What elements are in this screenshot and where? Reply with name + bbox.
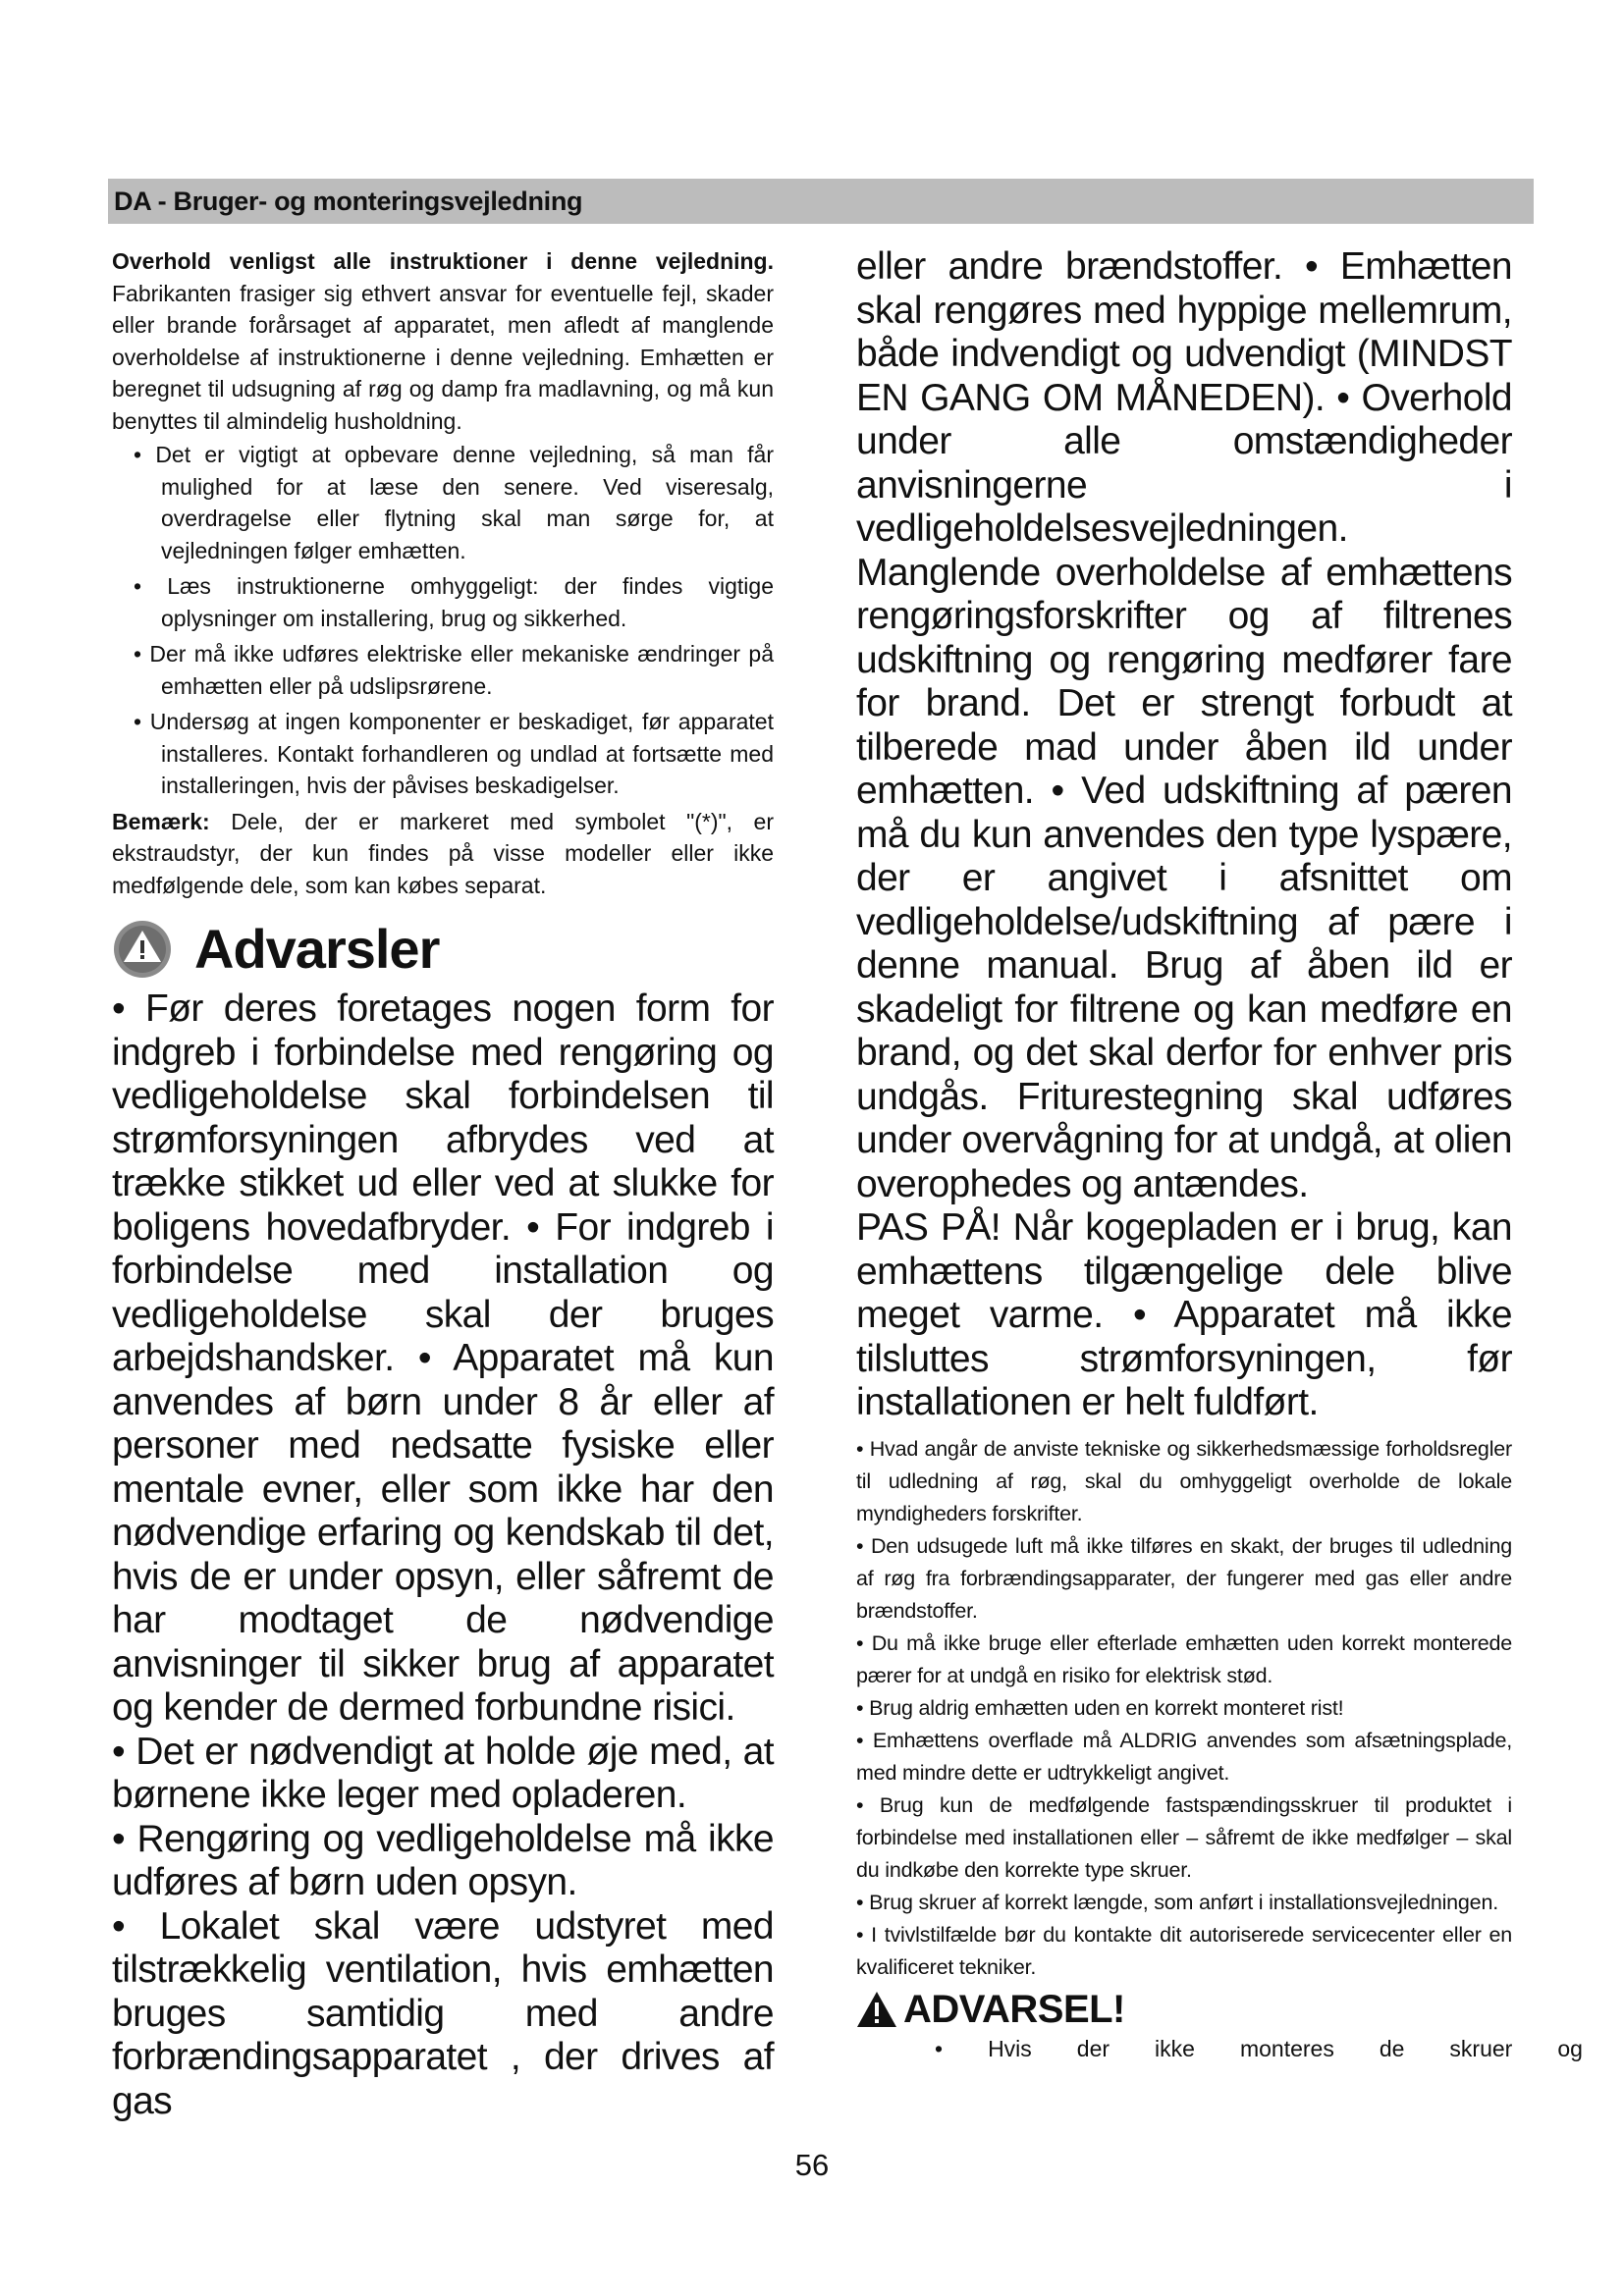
section-header-title: DA - Bruger- og monteringsvejledning: [114, 187, 583, 216]
word: ikke: [1155, 2035, 1195, 2061]
right-paragraph: PAS PÅ! Når kogepladen er i brug, kan emhættens tilgængelige dele blive meget varme. • Apparatet må ikke tilsluttes strømforsyningen, før installationen er helt fuldført.: [856, 1206, 1512, 1423]
right-small-text: [856, 1433, 1512, 1984]
list-item: • Det er vigtigt at opbevare denne vejledning, så man får mulighed for at læse den senere. Ved viseresalg, overdragelse eller flytning skal man sørge for, at vejledningen følger emhætten.: [134, 442, 774, 563]
small-paragraph: • Den udsugede luft må ikke tilføres en skakt, der bruges til udledning af røg fra forbrændingsapparater, der fungerer med gas eller andre brændstoffer.: [856, 1533, 1512, 1623]
note-paragraph: [112, 806, 774, 902]
word: og: [1557, 2035, 1583, 2061]
right-paragraph: Manglende overholdelse af emhættens rengøringsforskrifter og af filtrenes udskiftning og rengøring medfører fare for brand. Det er strengt forbudt at tilberede mad under åben ild under emhætten. • Ved udskiftning af pæren må du kun anvendes den type lyspære, der er angivet i afsnittet om vedligeholdelse/udskiftning af pære i denne manual. Brug af åben ild er skadeligt for filtrene og kan medføre en brand, og det skal derfor for enhver pris undgås. Friturestegning skal udføres under overvågning for at undgå, at olien overophedes og antændes.: [856, 551, 1512, 1205]
warning-triangle-icon: [856, 1991, 897, 2028]
left-column: [112, 245, 774, 2123]
intro-bold-line: Overhold venligst alle instruktioner i denne vejledning.: [112, 248, 774, 274]
intro-text: [112, 245, 774, 437]
right-paragraph: eller andre brændstoffer. • Emhætten skal rengøres med hyppige mellemrum, både indvendigt og udvendigt (MINDST EN GANG OM MÅNEDEN). • Overhold under alle omstændigheder anvisningerne i vedligeholdelsesvejledningen.: [856, 245, 1512, 550]
warning-paragraph: • Før deres foretages nogen form for indgreb i forbindelse med rengøring og vedligeholdelse skal forbindelsen til strømforsyningen afbrydes ved at trække stikket ud eller ved at slukke for boligens hovedafbryder. • For indgreb i forbindelse med installation og vedligeholdelse skal der bruges arbejdshandsker. • Apparatet må kun anvendes af børn under 8 år eller af personer med nedsatte fysiske eller mentale evner, eller som ikke har den nødvendige erfaring og kendskab til det, hvis de er under opsyn, eller såfremt de har modtaget de nødvendige anvisninger til sikker brug af apparatet og kender de dermed forbundne risici.: [112, 988, 774, 1729]
word: Hvis: [988, 2035, 1032, 2061]
advarsel-heading: [856, 1988, 1512, 2032]
advarsel-label: ADVARSEL!: [903, 1987, 1125, 2031]
warnings-heading: [112, 919, 774, 980]
list-item: • Der må ikke udføres elektriske eller mekaniske ændringer på emhætten eller på udslipsrørene.: [134, 641, 774, 699]
warning-paragraph: • Rengøring og vedligeholdelse må ikke udføres af børn uden opsyn.: [112, 1817, 774, 1903]
list-item: • Læs instruktionerne omhyggeligt: der findes vigtige oplysninger om installering, brug og sikkerhed.: [134, 573, 774, 631]
right-column: [856, 245, 1583, 2065]
last-line: [935, 2032, 1583, 2065]
small-paragraph: • Hvad angår de anviste tekniske og sikkerhedsmæssige forholdsregler til udledning af røg, skal du omhyggeligt overholde de lokale myndigheders forskrifter.: [856, 1436, 1512, 1525]
small-paragraph: • Brug skruer af korrekt længde, som anført i installationsvejledningen.: [856, 1890, 1498, 1914]
note-text: Dele, der er markeret med symbolet "(*)", er ekstraudstyr, der kun findes på visse modeller eller ikke medfølgende dele, som kan købes separat.: [112, 808, 774, 898]
intro-paragraph: Fabrikanten frasiger sig ethvert ansvar for eventuelle fejl, skader eller brande forårsaget af apparatet, men afledt af manglende overholdelse af instruktionerne i denne vejledning. Emhætten er beregnet til udsugning af røg og damp fra madlavning, og må kun benyttes til almindelig husholdning.: [112, 280, 774, 434]
note-label: Bemærk:: [112, 808, 210, 834]
small-paragraph: • Emhættens overflade må ALDRIG anvendes som afsætningsplade, med mindre dette er udtrykkeligt angivet.: [856, 1728, 1512, 1785]
word: de: [1379, 2035, 1405, 2061]
word: monteres: [1239, 2035, 1334, 2061]
warning-circle-icon: [112, 919, 173, 980]
small-paragraph: • Brug aldrig emhætten uden en korrekt monteret rist!: [856, 1695, 1344, 1720]
small-paragraph: • Du må ikke bruge eller efterlade emhætten uden korrekt monterede pærer for at undgå en risiko for elektrisk stød.: [856, 1630, 1512, 1687]
warnings-title: Advarsler: [194, 918, 440, 980]
intro-bullet-list: [112, 439, 774, 802]
list-item: • Undersøg at ingen komponenter er beskadiget, før apparatet installeres. Kontakt forhandleren og undlad at fortsætte med installeringen, hvis der påvises beskadigelser.: [134, 709, 774, 798]
warning-paragraph: • Lokalet skal være udstyret med tilstrækkelig ventilation, hvis emhætten bruges samtidig med andre forbrændingsapparatet , der drives af gas: [112, 1904, 774, 2122]
word: der: [1076, 2035, 1110, 2061]
small-paragraph: • Brug kun de medfølgende fastspændingsskruer til produktet i forbindelse med installationen eller – såfremt de ikke medfølger – skal du indkøbe den korrekte type skruer.: [856, 1792, 1512, 1882]
warning-paragraph: • Det er nødvendigt at holde øje med, at børnene ikke leger med opladeren.: [112, 1730, 774, 1816]
small-paragraph: • I tvivlstilfælde bør du kontakte dit autoriserede servicecenter eller en kvalificeret tekniker.: [856, 1922, 1512, 1979]
page-number: 56: [794, 2148, 830, 2182]
right-large-text: [856, 245, 1512, 1425]
word: skruer: [1449, 2035, 1513, 2061]
word: •: [935, 2035, 944, 2061]
section-header-bar: [108, 179, 1534, 224]
